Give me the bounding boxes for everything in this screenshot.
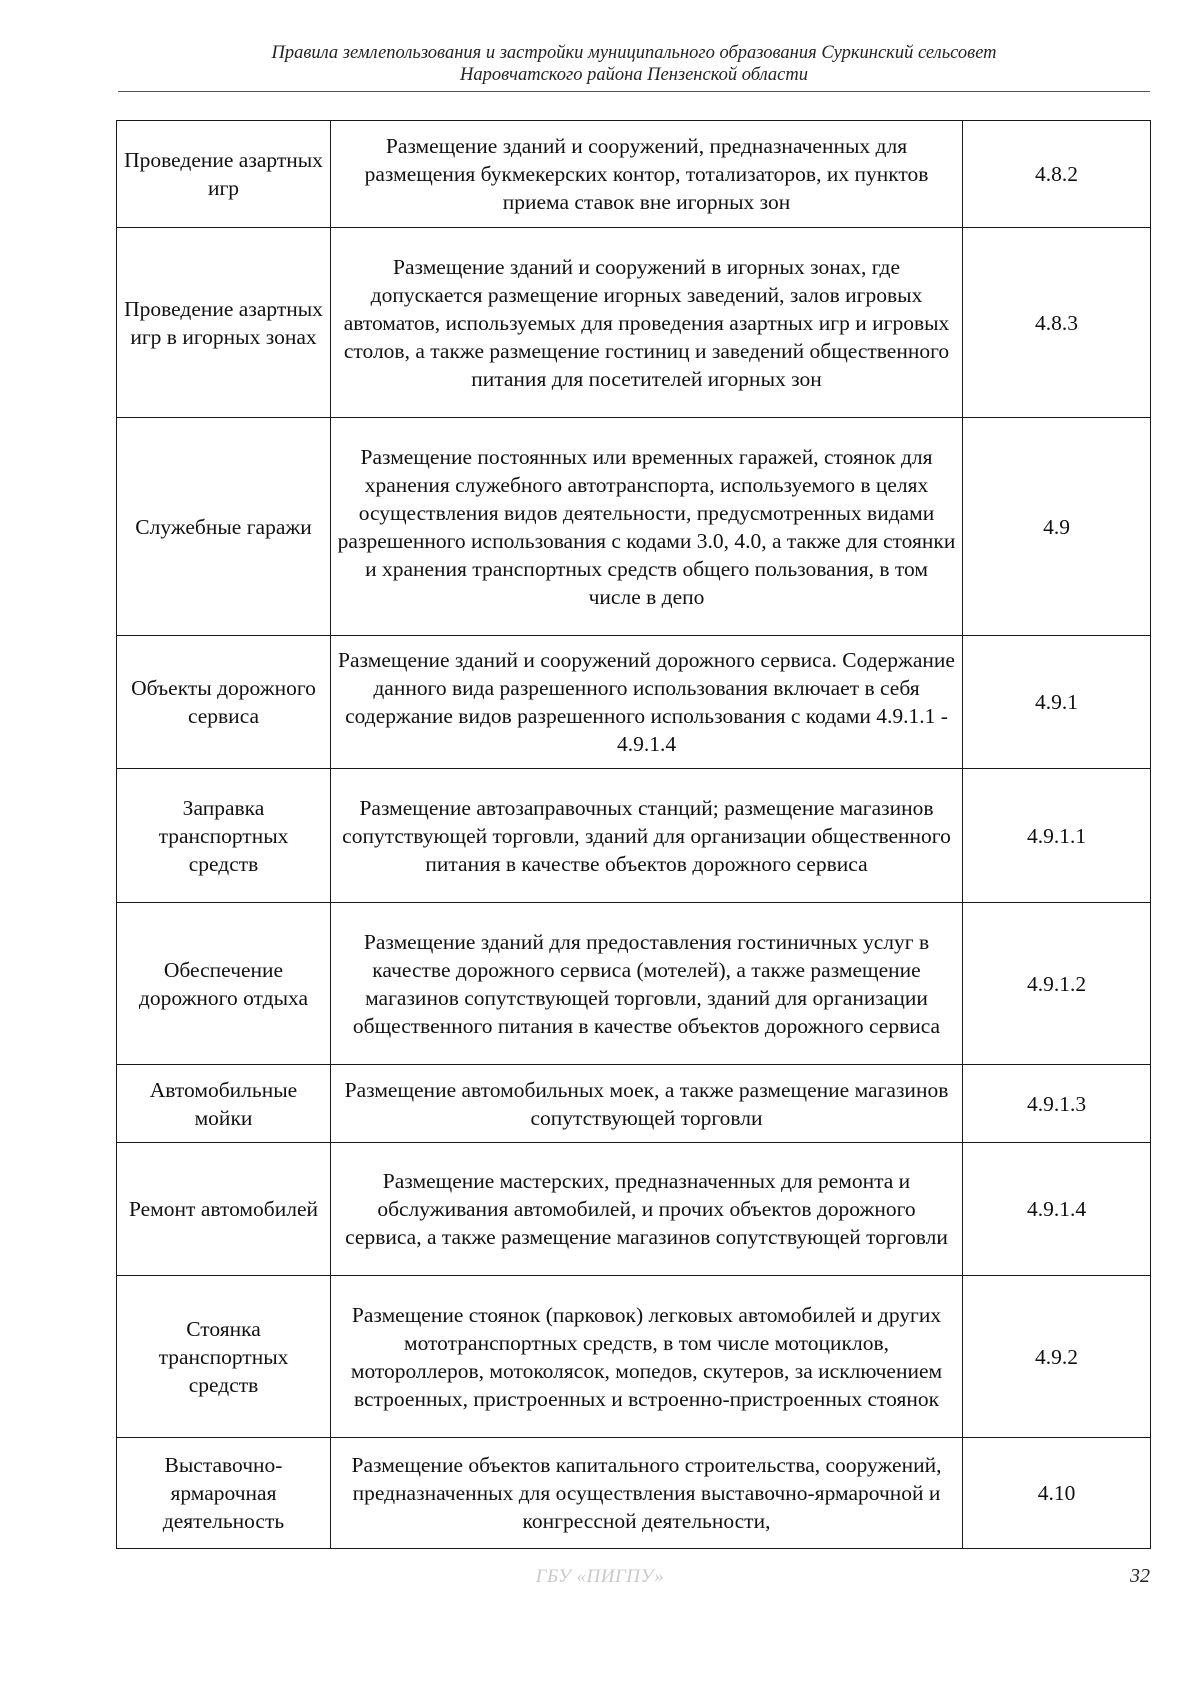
use-name-cell: Выставочно-ярмарочная деятельность <box>117 1438 331 1549</box>
use-code-cell: 4.9.2 <box>963 1276 1151 1438</box>
land-use-table <box>116 120 1151 1549</box>
table-row <box>117 769 1151 903</box>
use-name-cell: Объекты дорожного сервиса <box>117 636 331 769</box>
use-name-cell: Автомобильные мойки <box>117 1065 331 1143</box>
table-row <box>117 1276 1151 1438</box>
use-code-cell: 4.10 <box>963 1438 1151 1549</box>
header-divider <box>118 91 1150 92</box>
use-code-cell: 4.9 <box>963 418 1151 636</box>
table-row <box>117 418 1151 636</box>
page-number: 32 <box>1130 1565 1150 1587</box>
use-code-cell: 4.9.1.3 <box>963 1065 1151 1143</box>
use-code-cell: 4.9.1.1 <box>963 769 1151 903</box>
use-name-cell: Проведение азартных игр в игорных зонах <box>117 228 331 418</box>
footer-organization: ГБУ «ПИГПУ» <box>535 1566 665 1587</box>
use-name-cell: Стоянка транспортных средств <box>117 1276 331 1438</box>
use-code-cell: 4.9.1.2 <box>963 903 1151 1065</box>
use-name-cell: Заправка транспортных средств <box>117 769 331 903</box>
use-description-cell: Размещение зданий для предоставления гостиничных услуг в качестве дорожного сервиса (мотелей), а также размещение магазинов сопутствующей торговли, зданий для организации общественного питания в качестве объектов дорожного сервиса <box>331 903 963 1065</box>
use-code-cell: 4.8.3 <box>963 228 1151 418</box>
header-line-2: Наровчатского района Пензенской области <box>460 65 808 85</box>
table-row <box>117 228 1151 418</box>
use-code-cell: 4.9.1 <box>963 636 1151 769</box>
use-description-cell: Размещение автозаправочных станций; размещение магазинов сопутствующей торговли, зданий для организации общественного питания в качестве объектов дорожного сервиса <box>331 769 963 903</box>
table-row <box>117 636 1151 769</box>
header-line-1: Правила землепользования и застройки муниципального образования Суркинский сельсовет <box>271 43 997 63</box>
use-name-cell: Проведение азартных игр <box>117 121 331 228</box>
use-name-cell: Ремонт автомобилей <box>117 1143 331 1276</box>
table-row <box>117 121 1151 228</box>
table-row <box>117 1438 1151 1549</box>
use-description-cell: Размещение зданий и сооружений дорожного сервиса. Содержание данного вида разрешенного использования включает в себя содержание видов разрешенного использования с кодами 4.9.1.1 - 4.9.1.4 <box>331 636 963 769</box>
use-description-cell: Размещение зданий и сооружений в игорных зонах, где допускается размещение игорных заведений, залов игровых автоматов, используемых для проведения азартных игр и игровых столов, а также размещение гостиниц и заведений общественного питания для посетителей игорных зон <box>331 228 963 418</box>
use-code-cell: 4.9.1.4 <box>963 1143 1151 1276</box>
page-header <box>118 42 1150 86</box>
use-description-cell: Размещение мастерских, предназначенных для ремонта и обслуживания автомобилей, и прочих объектов дорожного сервиса, а также размещение магазинов сопутствующей торговли <box>331 1143 963 1276</box>
use-description-cell: Размещение постоянных или временных гаражей, стоянок для хранения служебного автотранспорта, используемого в целях осуществления видов деятельности, предусмотренных видами разрешенного использования с кодами 3.0, 4.0, а также для стоянки и хранения транспортных средств общего пользования, в том числе в депо <box>331 418 963 636</box>
use-code-cell: 4.8.2 <box>963 121 1151 228</box>
use-name-cell: Обеспечение дорожного отдыха <box>117 903 331 1065</box>
use-description-cell: Размещение зданий и сооружений, предназначенных для размещения букмекерских контор, тотализаторов, их пунктов приема ставок вне игорных зон <box>331 121 963 228</box>
table-row <box>117 903 1151 1065</box>
use-description-cell: Размещение стоянок (парковок) легковых автомобилей и других мототранспортных средств, в том числе мотоциклов, мотороллеров, мотоколясок, мопедов, скутеров, за исключением встроенных, пристроенных и встроенно-пристроенных стоянок <box>331 1276 963 1438</box>
table-row <box>117 1065 1151 1143</box>
use-name-cell: Служебные гаражи <box>117 418 331 636</box>
use-description-cell: Размещение автомобильных моек, а также размещение магазинов сопутствующей торговли <box>331 1065 963 1143</box>
table-row <box>117 1143 1151 1276</box>
use-description-cell: Размещение объектов капитального строительства, сооружений, предназначенных для осуществления выставочно-ярмарочной и конгрессной деятельности, <box>331 1438 963 1549</box>
